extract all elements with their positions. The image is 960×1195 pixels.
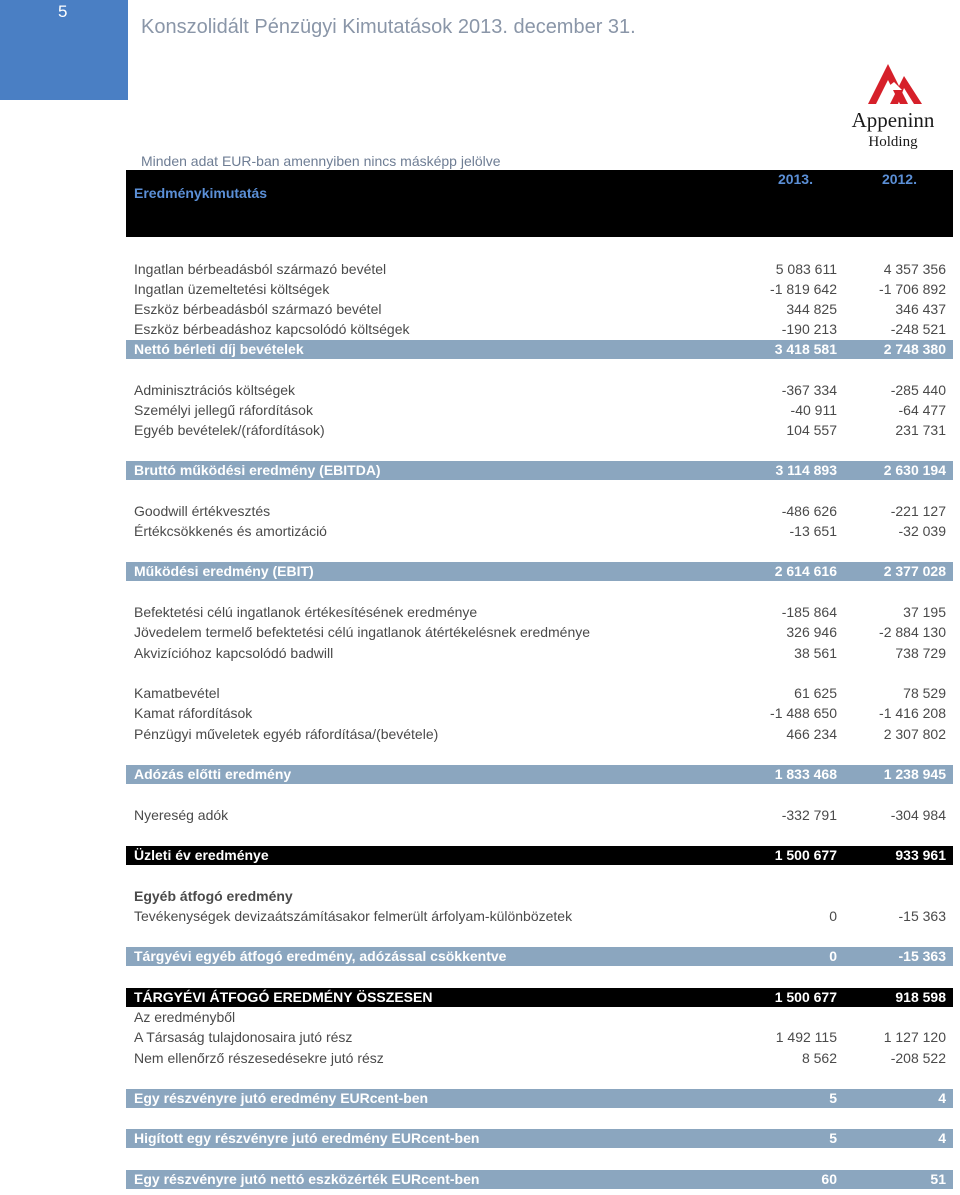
- table-row: [126, 725, 953, 744]
- page-number-box: [0, 0, 128, 100]
- table-row: [126, 401, 953, 420]
- page-number: 5: [58, 2, 68, 21]
- row-label: Működési eredmény (EBIT): [134, 563, 314, 579]
- table-row: [126, 684, 953, 703]
- row-value-2013: -185 864: [781, 604, 837, 620]
- row-value-2012: -221 127: [890, 503, 946, 519]
- row-label: Nem ellenőrző részesedésekre jutó rész: [134, 1050, 384, 1066]
- row-label: Eszköz bérbeadáshoz kapcsolódó költségek: [134, 321, 410, 337]
- row-value-2012: 51: [930, 1171, 946, 1187]
- row-label: TÁRGYÉVI ÁTFOGÓ EREDMÉNY ÖSSZESEN: [134, 989, 433, 1005]
- row-value-2012: 933 961: [895, 847, 946, 863]
- row-value-2012: 1 238 945: [883, 766, 946, 782]
- row-value-2012: -2 884 130: [879, 624, 946, 640]
- row-value-2012: 1 127 120: [883, 1029, 946, 1045]
- row-label: Egyéb bevételek/(ráfordítások): [134, 422, 325, 438]
- row-value-2012: -64 477: [898, 402, 946, 418]
- row-value-2013: 1 500 677: [774, 989, 837, 1005]
- row-value-2012: -1 416 208: [879, 705, 946, 721]
- row-value-2013: 0: [829, 948, 837, 964]
- row-value-2013: -332 791: [781, 807, 837, 823]
- row-value-2013: 5: [829, 1130, 837, 1146]
- table-row: [126, 1008, 953, 1027]
- row-value-2012: -304 984: [890, 807, 946, 823]
- table-row: [126, 320, 953, 339]
- document-title: Konszolidált Pénzügyi Kimutatások 2013. december 31.: [141, 16, 636, 38]
- row-label: Nyereség adók: [134, 807, 229, 823]
- table-header: [126, 170, 953, 237]
- row-value-2012: 346 437: [895, 301, 946, 317]
- row-label: Tevékenységek devizaátszámításakor felmerült árfolyam-különbözetek: [134, 908, 573, 924]
- row-label: Akvizícióhoz kapcsolódó badwill: [134, 645, 334, 661]
- row-value-2013: 344 825: [786, 301, 837, 317]
- row-label: Az eredményből: [134, 1009, 236, 1025]
- row-value-2012: 4 357 356: [883, 261, 946, 277]
- row-label: Pénzügyi műveletek egyéb ráfordítása/(bevétele): [134, 726, 439, 742]
- total-row: [126, 846, 953, 865]
- row-label: Értékcsökkenés és amortizáció: [134, 523, 327, 539]
- row-value-2012: 738 729: [895, 645, 946, 661]
- row-value-2013: 1 833 468: [774, 766, 837, 782]
- row-value-2013: -1 819 642: [770, 281, 837, 297]
- row-value-2013: 2 614 616: [774, 563, 837, 579]
- row-value-2013: 0: [829, 908, 837, 924]
- row-value-2012: -208 522: [890, 1050, 946, 1066]
- subtotal-row: [126, 947, 953, 966]
- row-value-2013: 61 625: [794, 685, 837, 701]
- subtotal-row: [126, 765, 953, 784]
- row-value-2012: 2 307 802: [883, 726, 946, 742]
- table-row: [126, 1049, 953, 1068]
- year-2012-header: 2012.: [881, 171, 917, 187]
- year-2013-header: 2013.: [777, 171, 813, 187]
- row-label: Bruttó működési eredmény (EBITDA): [134, 462, 381, 478]
- table-row: [126, 806, 953, 825]
- company-logo: [838, 60, 948, 155]
- row-value-2013: -190 213: [781, 321, 837, 337]
- table-row: [126, 623, 953, 642]
- row-value-2013: -486 626: [781, 503, 837, 519]
- table-row: [126, 421, 953, 440]
- row-value-2012: 2 630 194: [883, 462, 946, 478]
- logo-mountain-icon: [838, 60, 948, 108]
- row-value-2013: 466 234: [786, 726, 837, 742]
- row-label: Üzleti év eredménye: [134, 847, 269, 863]
- row-label: Jövedelem termelő befektetési célú ingatlanok átértékelésnek eredménye: [134, 624, 591, 640]
- row-value-2012: 4: [938, 1130, 946, 1146]
- row-label: Tárgyévi egyéb átfogó eredmény, adózással csökkentve: [134, 948, 507, 964]
- row-value-2012: -15 363: [898, 948, 946, 964]
- row-value-2013: 326 946: [786, 624, 837, 640]
- table-row: [126, 907, 953, 926]
- subtotal-row: [126, 562, 953, 581]
- row-label: Nettó bérleti díj bevételek: [134, 341, 304, 357]
- row-label: Befektetési célú ingatlanok értékesítésének eredménye: [134, 604, 478, 620]
- table-row: [126, 260, 953, 279]
- row-value-2013: 3 418 581: [774, 341, 837, 357]
- table-row: [126, 522, 953, 541]
- row-value-2013: 38 561: [794, 645, 837, 661]
- row-label: Adózás előtti eredmény: [134, 766, 292, 782]
- subtotal-row: [126, 461, 953, 480]
- row-label: Higított egy részvényre jutó eredmény EURcent-ben: [134, 1130, 480, 1146]
- row-value-2013: 60: [821, 1171, 837, 1187]
- row-label: Egyéb átfogó eredmény: [134, 888, 293, 904]
- row-value-2012: 918 598: [895, 989, 946, 1005]
- logo-subtitle: Holding: [868, 134, 918, 150]
- row-value-2012: 37 195: [903, 604, 946, 620]
- subtotal-row: [126, 1170, 953, 1189]
- table-row: [126, 603, 953, 622]
- row-label: Egy részvényre jutó eredmény EURcent-ben: [134, 1090, 429, 1106]
- table-row: [126, 1028, 953, 1047]
- row-value-2013: 5: [829, 1090, 837, 1106]
- row-value-2012: 2 377 028: [883, 563, 946, 579]
- row-value-2012: 2 748 380: [883, 341, 946, 357]
- row-label: Adminisztrációs költségek: [134, 382, 296, 398]
- row-value-2012: 4: [938, 1090, 946, 1106]
- subtotal-row: [126, 1129, 953, 1148]
- row-value-2012: -1 706 892: [879, 281, 946, 297]
- row-label: Ingatlan üzemeltetési költségek: [134, 281, 330, 297]
- table-row: [126, 381, 953, 400]
- row-value-2013: -40 911: [790, 402, 837, 418]
- table-row: [126, 502, 953, 521]
- subtotal-row: [126, 340, 953, 359]
- row-label: Kamatbevétel: [134, 685, 220, 701]
- row-value-2013: 104 557: [786, 422, 837, 438]
- row-value-2013: 8 562: [801, 1050, 837, 1066]
- row-value-2012: -15 363: [898, 908, 946, 924]
- row-value-2013: 3 114 893: [775, 462, 837, 478]
- row-value-2012: -248 521: [890, 321, 946, 337]
- row-value-2013: -1 488 650: [770, 705, 837, 721]
- row-value-2012: 231 731: [895, 422, 946, 438]
- table-row: [126, 704, 953, 723]
- row-label: Ingatlan bérbeadásból származó bevétel: [134, 261, 387, 277]
- section-heading: [126, 887, 953, 906]
- total-row: [126, 988, 953, 1007]
- row-label: A Társaság tulajdonosaira jutó rész: [134, 1029, 353, 1045]
- row-value-2013: 5 083 611: [775, 261, 837, 277]
- currency-note: Minden adat EUR-ban amennyiben nincs másképp jelölve: [141, 153, 501, 169]
- row-value-2013: -13 651: [789, 523, 837, 539]
- row-value-2013: 1 492 115: [775, 1029, 837, 1045]
- table-row: [126, 644, 953, 663]
- row-value-2013: -367 334: [781, 382, 837, 398]
- row-value-2012: -32 039: [898, 523, 946, 539]
- statement-title: Eredménykimutatás: [134, 185, 268, 201]
- row-value-2012: 78 529: [903, 685, 946, 701]
- table-row: [126, 280, 953, 299]
- row-value-2013: 1 500 677: [774, 847, 837, 863]
- row-value-2012: -285 440: [890, 382, 946, 398]
- logo-name: Appeninn: [851, 108, 935, 132]
- row-label: Egy részvényre jutó nettó eszközérték EURcent-ben: [134, 1171, 480, 1187]
- row-label: Goodwill értékvesztés: [134, 503, 271, 519]
- row-label: Személyi jellegű ráfordítások: [134, 402, 313, 418]
- row-label: Kamat ráfordítások: [134, 705, 253, 721]
- subtotal-row: [126, 1089, 953, 1108]
- row-label: Eszköz bérbeadásból származó bevétel: [134, 301, 382, 317]
- table-row: [126, 300, 953, 319]
